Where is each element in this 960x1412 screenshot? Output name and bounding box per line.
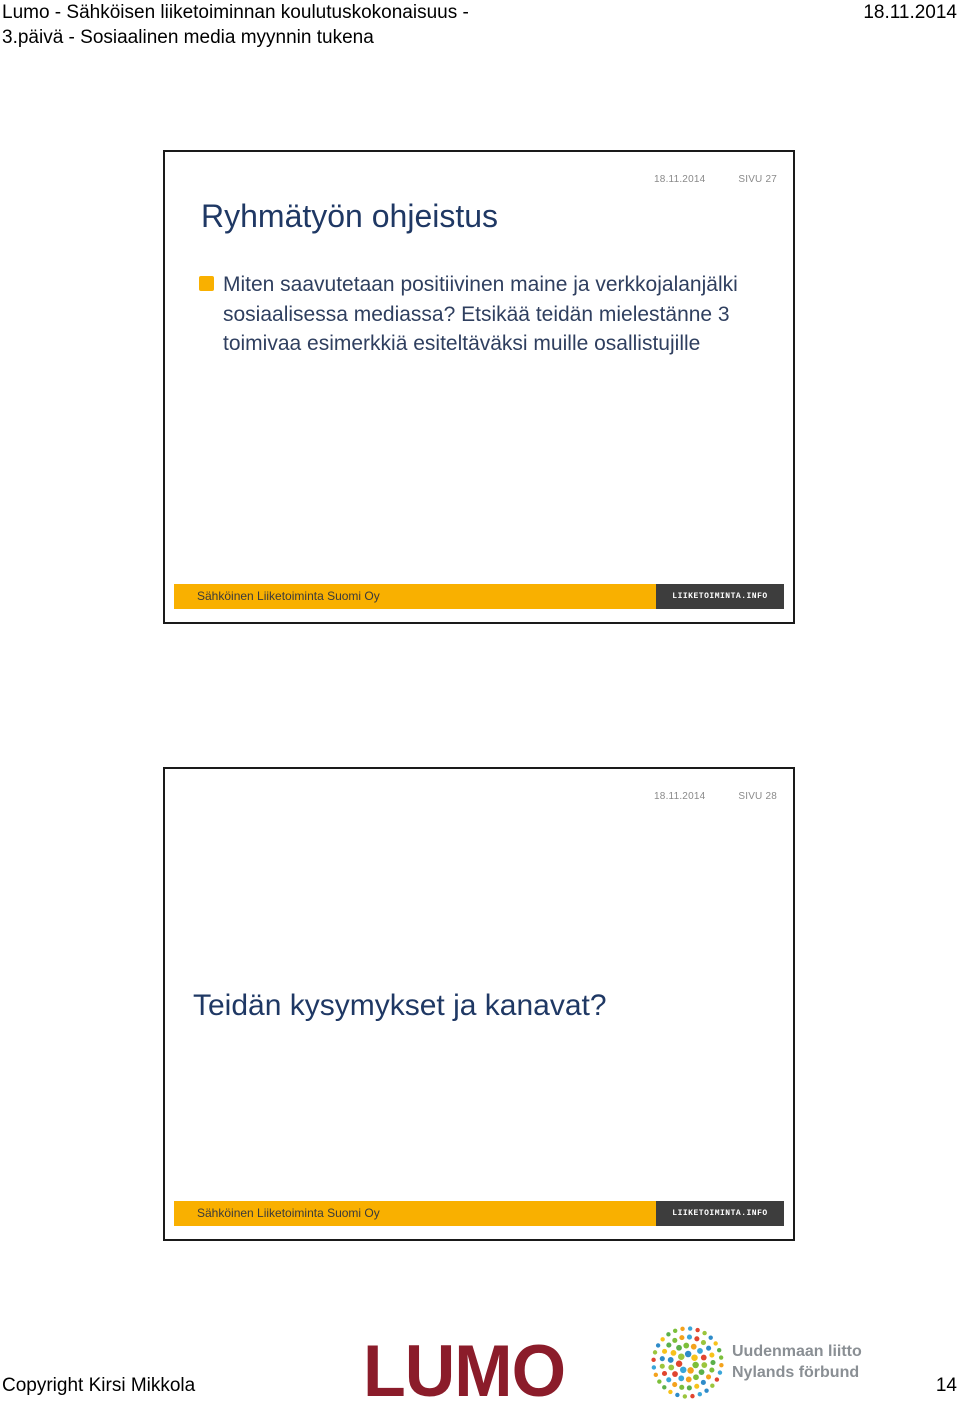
logo-dot: [692, 1362, 699, 1369]
logo-dot: [688, 1326, 692, 1330]
logo-dot: [698, 1392, 702, 1396]
logo-dot: [678, 1353, 685, 1360]
logo-dot: [687, 1335, 692, 1340]
logo-dot: [694, 1336, 699, 1341]
footer-brand-logo: LIIKETOIMINTA.INFO: [672, 1209, 768, 1218]
uusimaa-logo-text: [732, 1341, 862, 1383]
logo-dot: [694, 1384, 699, 1389]
slide-date: 18.11.2014: [654, 791, 706, 802]
slide-page-label: SIVU 28: [738, 791, 777, 802]
bullet-square-icon: [199, 276, 214, 291]
logo-dot: [678, 1375, 684, 1381]
logo-dot: [671, 1350, 677, 1356]
logo-dot: [713, 1341, 717, 1345]
logo-dot: [668, 1357, 674, 1363]
logo-dot: [690, 1394, 694, 1398]
slide-meta: [654, 174, 777, 185]
logo-dot: [666, 1377, 671, 1382]
logo-dot: [651, 1358, 655, 1362]
logo-dot: [666, 1343, 671, 1348]
document-header-title: [2, 0, 602, 50]
footer-brand-bar: [656, 584, 784, 609]
footer-yellow-bar: [174, 1201, 656, 1226]
logo-dot: [719, 1363, 723, 1367]
logo-dot: [680, 1327, 684, 1331]
slide-27: [163, 150, 795, 624]
footer-brand-bar: [656, 1201, 784, 1226]
logo-dot: [676, 1345, 682, 1351]
logo-dot: [683, 1343, 689, 1349]
slide-footer: [174, 1201, 784, 1226]
logo-dot: [657, 1379, 661, 1383]
logo-dot: [673, 1329, 677, 1333]
logo-dot: [686, 1377, 692, 1383]
footer-company-name: Sähköinen Liiketoiminta Suomi Oy: [197, 589, 380, 603]
logo-dot: [699, 1369, 705, 1375]
logo-dot: [719, 1355, 723, 1359]
slide-title: Ryhmätyön ohjeistus: [201, 198, 499, 234]
logo-dot: [701, 1380, 706, 1385]
logo-dot: [668, 1365, 674, 1371]
logo-dot: [709, 1352, 714, 1357]
lumo-logo-text: LUMO: [363, 1330, 566, 1412]
uusimaa-logo: [650, 1325, 870, 1400]
logo-dot: [666, 1332, 670, 1336]
header-title-line2: 3.päivä - Sosiaalinen media myynnin tukena: [2, 27, 374, 48]
slide-page-label: SIVU 27: [738, 174, 777, 185]
logo-dot: [718, 1370, 722, 1374]
logo-dot: [710, 1384, 714, 1388]
footer-yellow-bar: [174, 584, 656, 609]
logo-dot: [675, 1393, 679, 1397]
logo-dot: [709, 1368, 714, 1373]
uusimaa-dots-icon: [650, 1325, 725, 1400]
footer-company-name: Sähköinen Liiketoiminta Suomi Oy: [197, 1206, 380, 1220]
logo-dot: [702, 1331, 706, 1335]
logo-dot: [701, 1362, 707, 1368]
logo-dot: [676, 1361, 683, 1368]
logo-dot: [704, 1388, 708, 1392]
footer-brand-logo: LIIKETOIMINTA.INFO: [672, 592, 768, 601]
logo-dot: [662, 1349, 667, 1354]
slide-meta: [654, 791, 777, 802]
logo-dot: [660, 1356, 665, 1361]
logo-dot: [687, 1385, 692, 1390]
logo-dot: [653, 1350, 657, 1354]
logo-dot: [693, 1374, 699, 1380]
logo-dot: [660, 1364, 665, 1369]
logo-dot: [656, 1343, 660, 1347]
logo-dot: [660, 1337, 664, 1341]
page-number: 14: [935, 1375, 957, 1396]
logo-dot: [652, 1365, 656, 1369]
logo-dot: [679, 1385, 684, 1390]
logo-dot: [685, 1351, 692, 1358]
logo-dot: [706, 1374, 711, 1379]
bullet-text: Miten saavutetaan positiivinen maine ja verkkojalanjälki sosiaalisessa mediassa? Etsikää teidän mielestänne 3 toimivaa esimerkkiä esiteltäväksi muille osallistujille: [223, 273, 738, 355]
logo-dot: [710, 1360, 715, 1365]
header-title-line1: Lumo - Sähköisen liiketoiminnan koulutuskokonaisuus -: [2, 2, 469, 23]
slide-28: [163, 767, 795, 1241]
logo-dot: [668, 1390, 672, 1394]
logo-dot: [683, 1394, 687, 1398]
document-header-date: 18.11.2014: [863, 2, 957, 23]
logo-dot: [672, 1371, 678, 1377]
logo-dot: [672, 1338, 677, 1343]
logo-dot: [679, 1335, 684, 1340]
slide-title: Teidän kysymykset ja kanavat?: [193, 989, 607, 1022]
copyright-text: Copyright Kirsi Mikkola: [2, 1375, 196, 1396]
logo-dot: [691, 1354, 698, 1361]
uusimaa-line1: Uudenmaan liitto: [732, 1343, 862, 1360]
logo-dot: [709, 1335, 713, 1339]
logo-dot: [691, 1344, 697, 1350]
slide-footer: [174, 584, 784, 609]
logo-dot: [715, 1377, 719, 1381]
logo-dot: [672, 1382, 677, 1387]
slide-date: 18.11.2014: [654, 174, 706, 185]
logo-dot: [662, 1371, 667, 1376]
uusimaa-line2: Nylands förbund: [732, 1364, 860, 1381]
logo-dot: [706, 1346, 711, 1351]
logo-dot: [662, 1385, 666, 1389]
bullet-list-item: [199, 270, 769, 359]
logo-dot: [695, 1328, 699, 1332]
logo-dot: [701, 1340, 706, 1345]
logo-dot: [717, 1348, 721, 1352]
logo-dot: [701, 1355, 707, 1361]
logo-dot: [687, 1367, 694, 1374]
logo-dot: [680, 1367, 687, 1374]
lumo-logo: [363, 1330, 573, 1412]
logo-dot: [654, 1373, 658, 1377]
logo-dot: [697, 1348, 703, 1354]
